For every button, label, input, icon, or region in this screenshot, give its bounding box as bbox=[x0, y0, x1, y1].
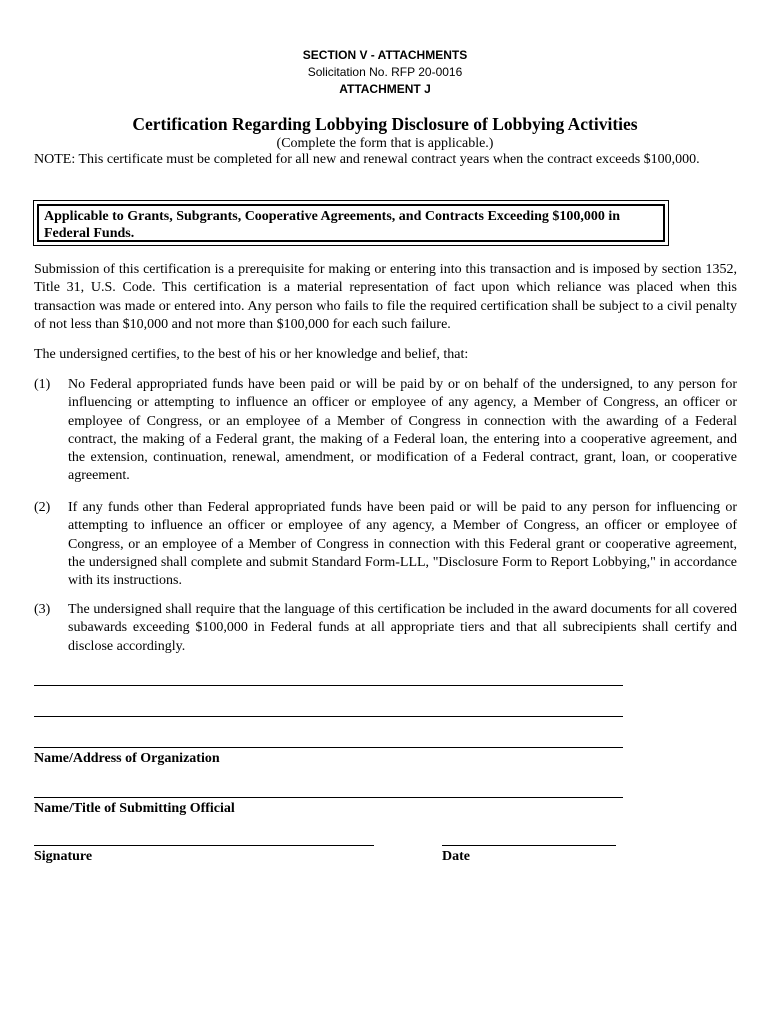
item-number: (2) bbox=[34, 500, 51, 515]
document-title: Certification Regarding Lobbying Disclosure of Lobbying Activities bbox=[132, 114, 638, 134]
certification-intro: The undersigned certifies, to the best of his or her knowledge and belief, that: bbox=[34, 347, 469, 362]
official-label: Name/Title of Submitting Official bbox=[34, 801, 235, 816]
organization-line-1[interactable] bbox=[34, 685, 623, 686]
certification-item-1 bbox=[34, 376, 737, 486]
note-text: NOTE: This certificate must be completed for all new and renewal contract years when the contract exceeds $100,000. bbox=[34, 152, 700, 167]
item-number: (3) bbox=[34, 602, 51, 617]
section-heading: SECTION V - ATTACHMENTS bbox=[302, 48, 468, 62]
applicability-text: Applicable to Grants, Subgrants, Cooperative Agreements, and Contracts Exceeding $100,000 in Federal Funds. bbox=[37, 204, 665, 242]
item-text: No Federal appropriated funds have been paid or will be paid by or on behalf of the undersigned, to any person for influencing or attempting to influence an officer or employee of any agency, a Member of Congress, an officer or employee of Congress, or an employee of a Member of Congress in connection with the awarding of a Federal contract, the making of a Federal grant, the making of a Federal loan, the entering into a cooperative agreement, and the extension, continuation, renewal, amendment, or modification of a Federal contract, grant, loan, or cooperative agreement. bbox=[68, 377, 737, 484]
organization-line-2[interactable] bbox=[34, 716, 623, 717]
organization-label: Name/Address of Organization bbox=[34, 751, 220, 766]
item-text: If any funds other than Federal appropriated funds have been paid or will be paid to any person for influencing or attempting to influence an officer or employee of any agency, a Member of Congress, an officer or employee of Congress, or an employee of a Member of Congress in connection with this Federal grant or cooperative agreement, the undersigned shall complete and submit Standard Form-LLL, "Disclosure Form to Report Lobbying," in accordance with its instructions. bbox=[68, 500, 737, 589]
date-label: Date bbox=[442, 849, 470, 864]
signature-line[interactable] bbox=[34, 845, 374, 846]
submission-paragraph: Submission of this certification is a prerequisite for making or entering into this transaction and is imposed by section 1352, Title 31, U.S. Code. This certification is a material representation of fact upon which reliance was placed when this transaction was made or entered into. Any person who fails to file the required certification shall be subject to a civil penalty of not less than $10,000 and not more than $100,000 for each such failure. bbox=[34, 262, 737, 332]
certification-item-3 bbox=[34, 601, 737, 656]
certification-item-2 bbox=[34, 499, 737, 590]
signature-label: Signature bbox=[34, 849, 93, 864]
item-text: The undersigned shall require that the language of this certification be included in the award documents for all covered subawards exceeding $100,000 in Federal funds at all appropriate tiers and that all subrecipients shall certify and disclose accordingly. bbox=[68, 602, 737, 654]
organization-line-3[interactable] bbox=[34, 747, 623, 748]
document-subtitle: (Complete the form that is applicable.) bbox=[276, 136, 494, 151]
attachment-label: ATTACHMENT J bbox=[339, 82, 431, 96]
official-line[interactable] bbox=[34, 797, 623, 798]
applicability-box bbox=[33, 200, 669, 246]
item-number: (1) bbox=[34, 377, 51, 392]
solicitation-number: Solicitation No. RFP 20-0016 bbox=[307, 65, 463, 79]
date-line[interactable] bbox=[442, 845, 616, 846]
